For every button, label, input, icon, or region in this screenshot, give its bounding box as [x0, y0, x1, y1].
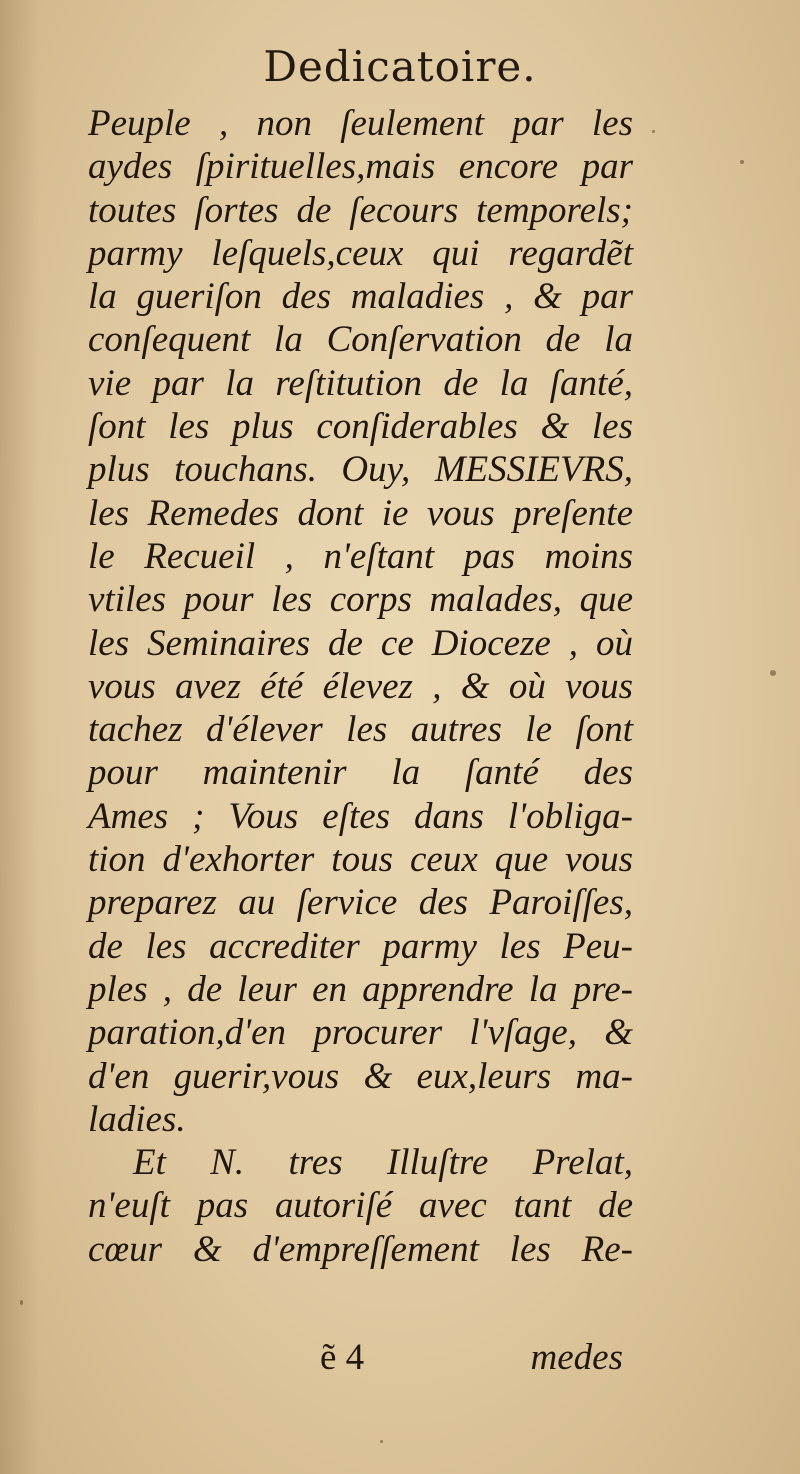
text-line-10: les Remedes dont ie vous preſente [88, 492, 633, 534]
text-line-26: n'euſt pas autoriſé avec tant de [88, 1185, 633, 1227]
text-line-15: tachez d'élever les autres le ſont [88, 709, 633, 751]
text-line-24: ladies. [88, 1098, 186, 1140]
text-line-16: pour maintenir la ſanté des [88, 752, 633, 794]
text-line-18: tion d'exhorter tous ceux que vous [88, 839, 633, 881]
page-footer [88, 1336, 633, 1386]
text-line-25: Et N. tres Illuſtre Prelat, [133, 1142, 633, 1184]
text-line-3: toutes ſortes de ſecours temporels; [88, 189, 633, 231]
text-line-11: le Recueil , n'eſtant pas moins [88, 535, 633, 577]
text-line-14: vous avez été élevez , & où vous [88, 665, 633, 707]
text-line-20: de les accrediter parmy les Peu- [88, 925, 633, 967]
text-line-2: aydes ſpirituelles,mais encore par [88, 146, 633, 188]
text-line-17: Ames ; Vous eſtes dans l'obliga- [88, 795, 633, 837]
text-line-12: vtiles pour les corps malades, que [88, 579, 633, 621]
catchword: medes [530, 1337, 623, 1378]
text-line-4: parmy leſquels,ceux qui regardẽt [88, 232, 633, 274]
text-line-19: preparez au ſervice des Paroiſſes, [88, 882, 633, 924]
paper-speck [652, 130, 655, 133]
paper-speck [770, 670, 776, 676]
page-edge-shadow [0, 0, 40, 1474]
text-line-27: cœur & d'empreſſement les Re- [88, 1228, 633, 1270]
text-line-7: vie par la reſtitution de la ſanté, [88, 362, 633, 404]
paper-speck [740, 160, 744, 164]
text-line-9: plus touchans. Ouy, MESSIEVRS, [88, 449, 633, 491]
text-line-22: paration,d'en procurer l'vſage, & [88, 1012, 633, 1054]
text-line-1: Peuple , non ſeulement par les [88, 103, 633, 144]
text-line-21: ples , de leur en apprendre la pre- [88, 968, 633, 1010]
running-header: Dedicatoire. [263, 42, 537, 91]
text-line-8: ſont les plus conſiderables & les [88, 406, 633, 448]
body-text [88, 102, 633, 1271]
text-line-23: d'en guerir,vous & eux,leurs ma- [88, 1055, 633, 1097]
text-line-13: les Seminaires de ce Dioceze , où [88, 622, 633, 664]
text-line-5: la gueriſon des maladies , & par [88, 276, 633, 318]
paper-speck [20, 1300, 23, 1305]
text-line-6: conſequent la Conſervation de la [88, 319, 633, 361]
paper-speck [380, 1440, 383, 1443]
signature-mark: ẽ 4 [320, 1337, 365, 1378]
